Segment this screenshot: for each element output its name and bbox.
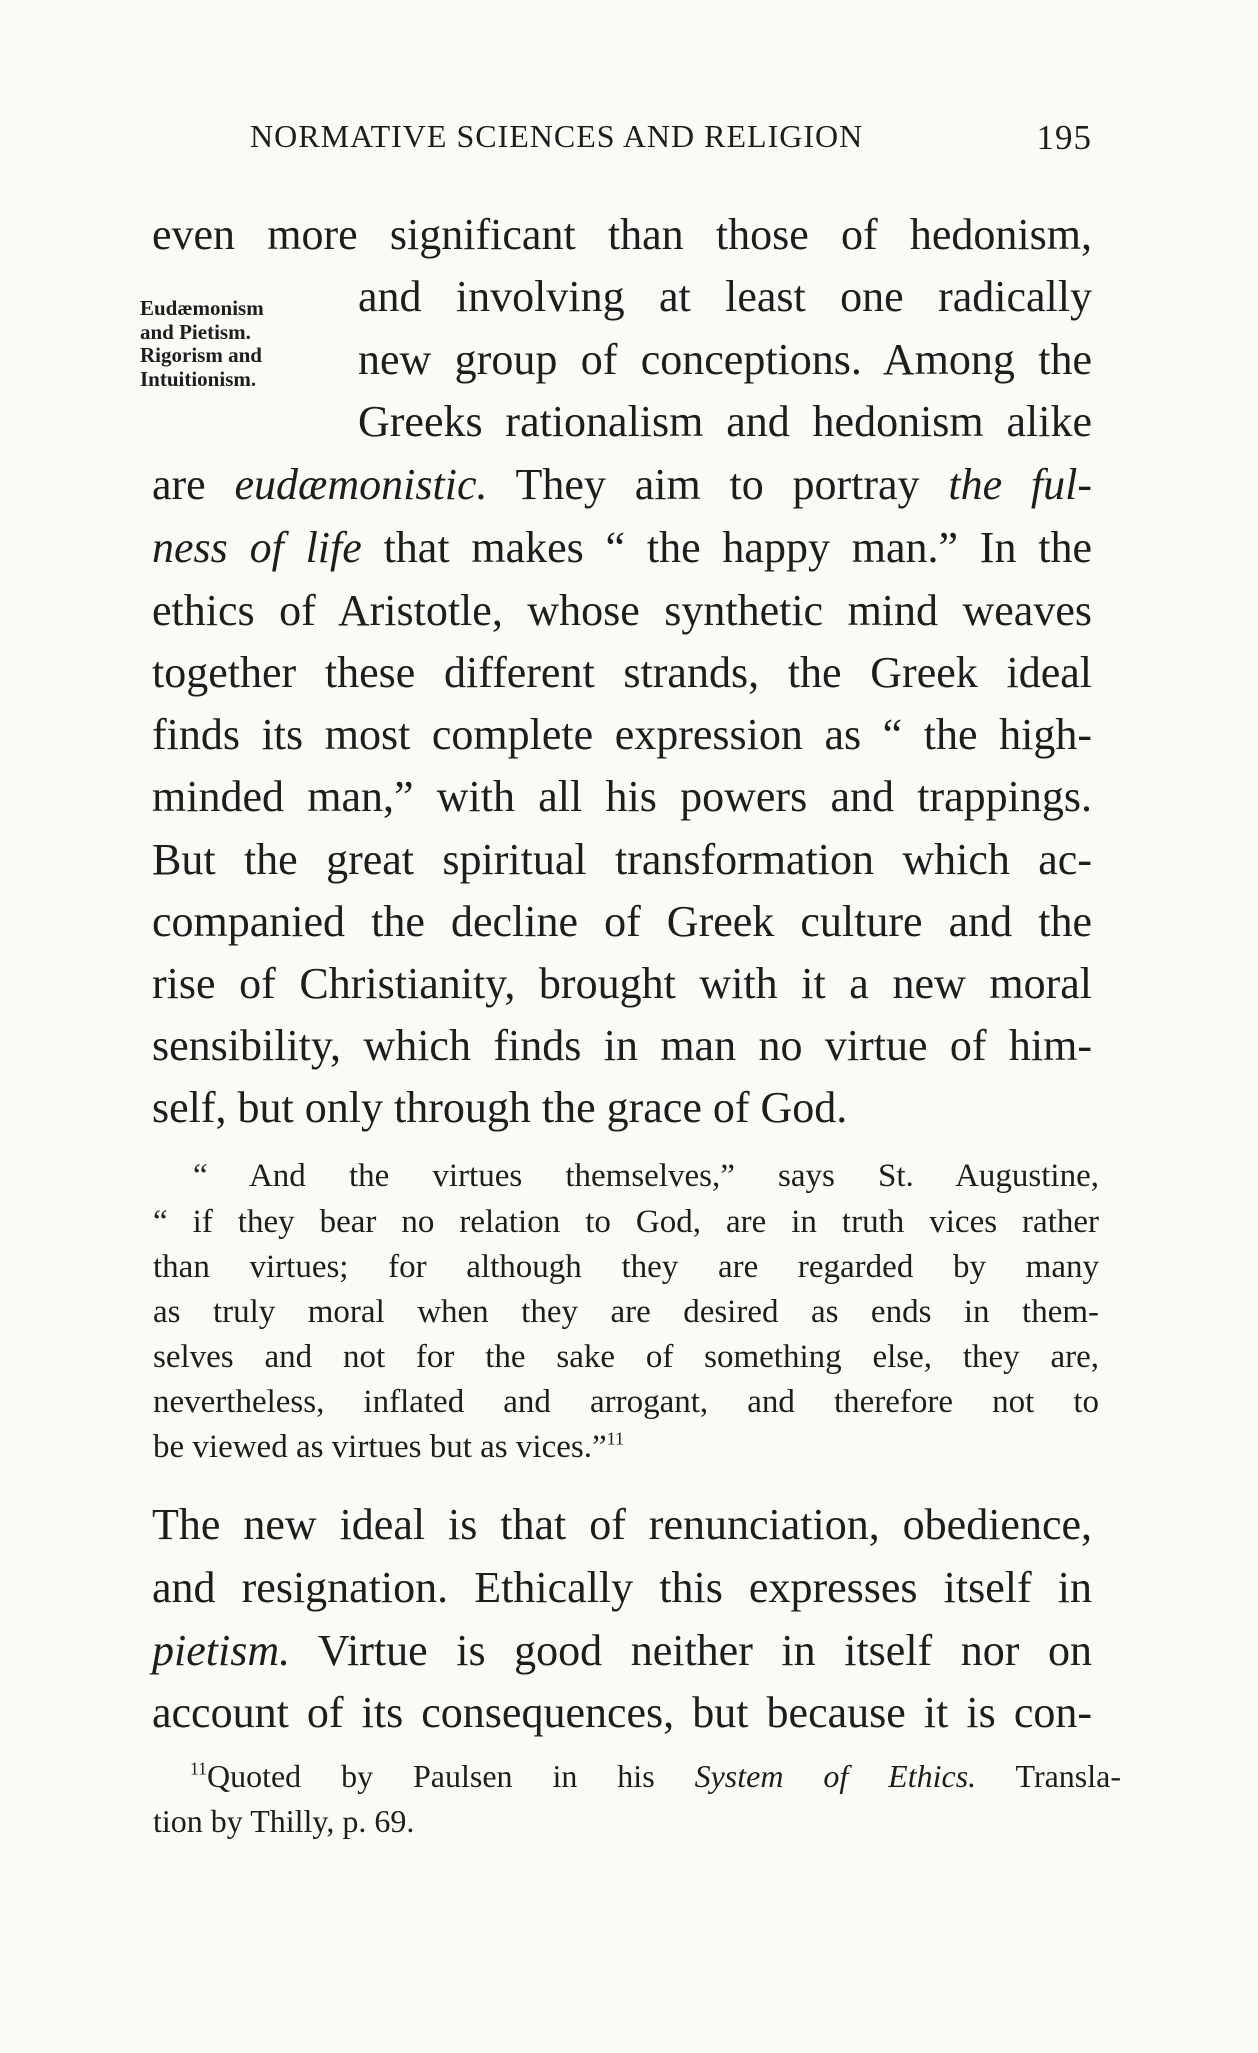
text-line: But the great spiritual transformation which ac-	[152, 835, 1092, 884]
footnote-ref: 11	[606, 1428, 625, 1449]
page-number: 195	[1036, 118, 1092, 157]
text-line: new group of conceptions. Among the	[358, 335, 1092, 384]
text-line: pietism. Virtue is good neither in itself nor on	[152, 1626, 1092, 1675]
footnote-line: tion by Thilly, p. 69.	[153, 1803, 415, 1839]
margin-note-line: Intuitionism.	[140, 366, 257, 391]
italic-term: System of Ethics.	[694, 1758, 977, 1794]
text-line: and involving at least one radically	[358, 272, 1092, 321]
quote-line: nevertheless, inflated and arrogant, and therefore not to	[153, 1384, 1099, 1420]
text-line: are eudæmonistic. They aim to portray the ful-	[152, 460, 1093, 509]
margin-note-line: Eudæmonism	[140, 296, 264, 320]
quote-line: than virtues; for although they are regarded by many	[153, 1249, 1099, 1285]
quote-line: “ And the virtues themselves,” says St. Augustine,	[193, 1158, 1099, 1194]
text-line: sensibility, which finds in man no virtue of him-	[152, 1021, 1092, 1070]
quote-line: selves and not for the sake of something else, they are,	[153, 1339, 1099, 1375]
text-line: and resignation. Ethically this expresses itself in	[152, 1563, 1092, 1612]
quote-line: as truly moral when they are desired as ends in them-	[153, 1294, 1099, 1330]
margin-note	[140, 297, 340, 391]
footnote-line: $^{11}$Quoted by Paulsen in his System of Ethics. Transla-	[190, 1758, 1122, 1794]
margin-note-line: Rigorism and	[140, 343, 262, 368]
text-line: ness of life that makes “ the happy man.” In the	[152, 523, 1093, 572]
italic-term: ness of life	[152, 523, 362, 572]
italic-term: the ful-	[948, 460, 1093, 509]
running-title: NORMATIVE SCIENCES AND RELIGION	[250, 118, 864, 154]
text-line: self, but only through the grace of God.	[152, 1083, 848, 1132]
quote-line: be viewed as virtues but as vices.”$^{11}$	[153, 1428, 625, 1465]
text-line: Greeks rationalism and hedonism alike	[358, 397, 1092, 446]
text-line: together these different strands, the Greek ideal	[152, 648, 1092, 697]
text-line: companied the decline of Greek culture and the	[152, 897, 1092, 946]
text-line: account of its consequences, but because it is con-	[152, 1688, 1092, 1737]
text-line: finds its most complete expression as “ the high-	[152, 710, 1092, 759]
text-line: minded man,” with all his powers and trappings.	[152, 772, 1092, 821]
text-line: even more significant than those of hedonism,	[152, 210, 1092, 259]
quote-line: “ if they bear no relation to God, are in truth vices rather	[153, 1204, 1099, 1240]
text-line: The new ideal is that of renunciation, obedience,	[152, 1500, 1092, 1549]
text-line: ethics of Aristotle, whose synthetic mind weaves	[152, 586, 1092, 635]
italic-term: eudæmonistic.	[234, 460, 488, 509]
footnote-number: 11	[190, 1758, 207, 1779]
margin-note-line: and Pietism.	[140, 319, 251, 344]
text-line: rise of Christianity, brought with it a new moral	[152, 959, 1092, 1008]
italic-term: pietism.	[152, 1626, 291, 1675]
